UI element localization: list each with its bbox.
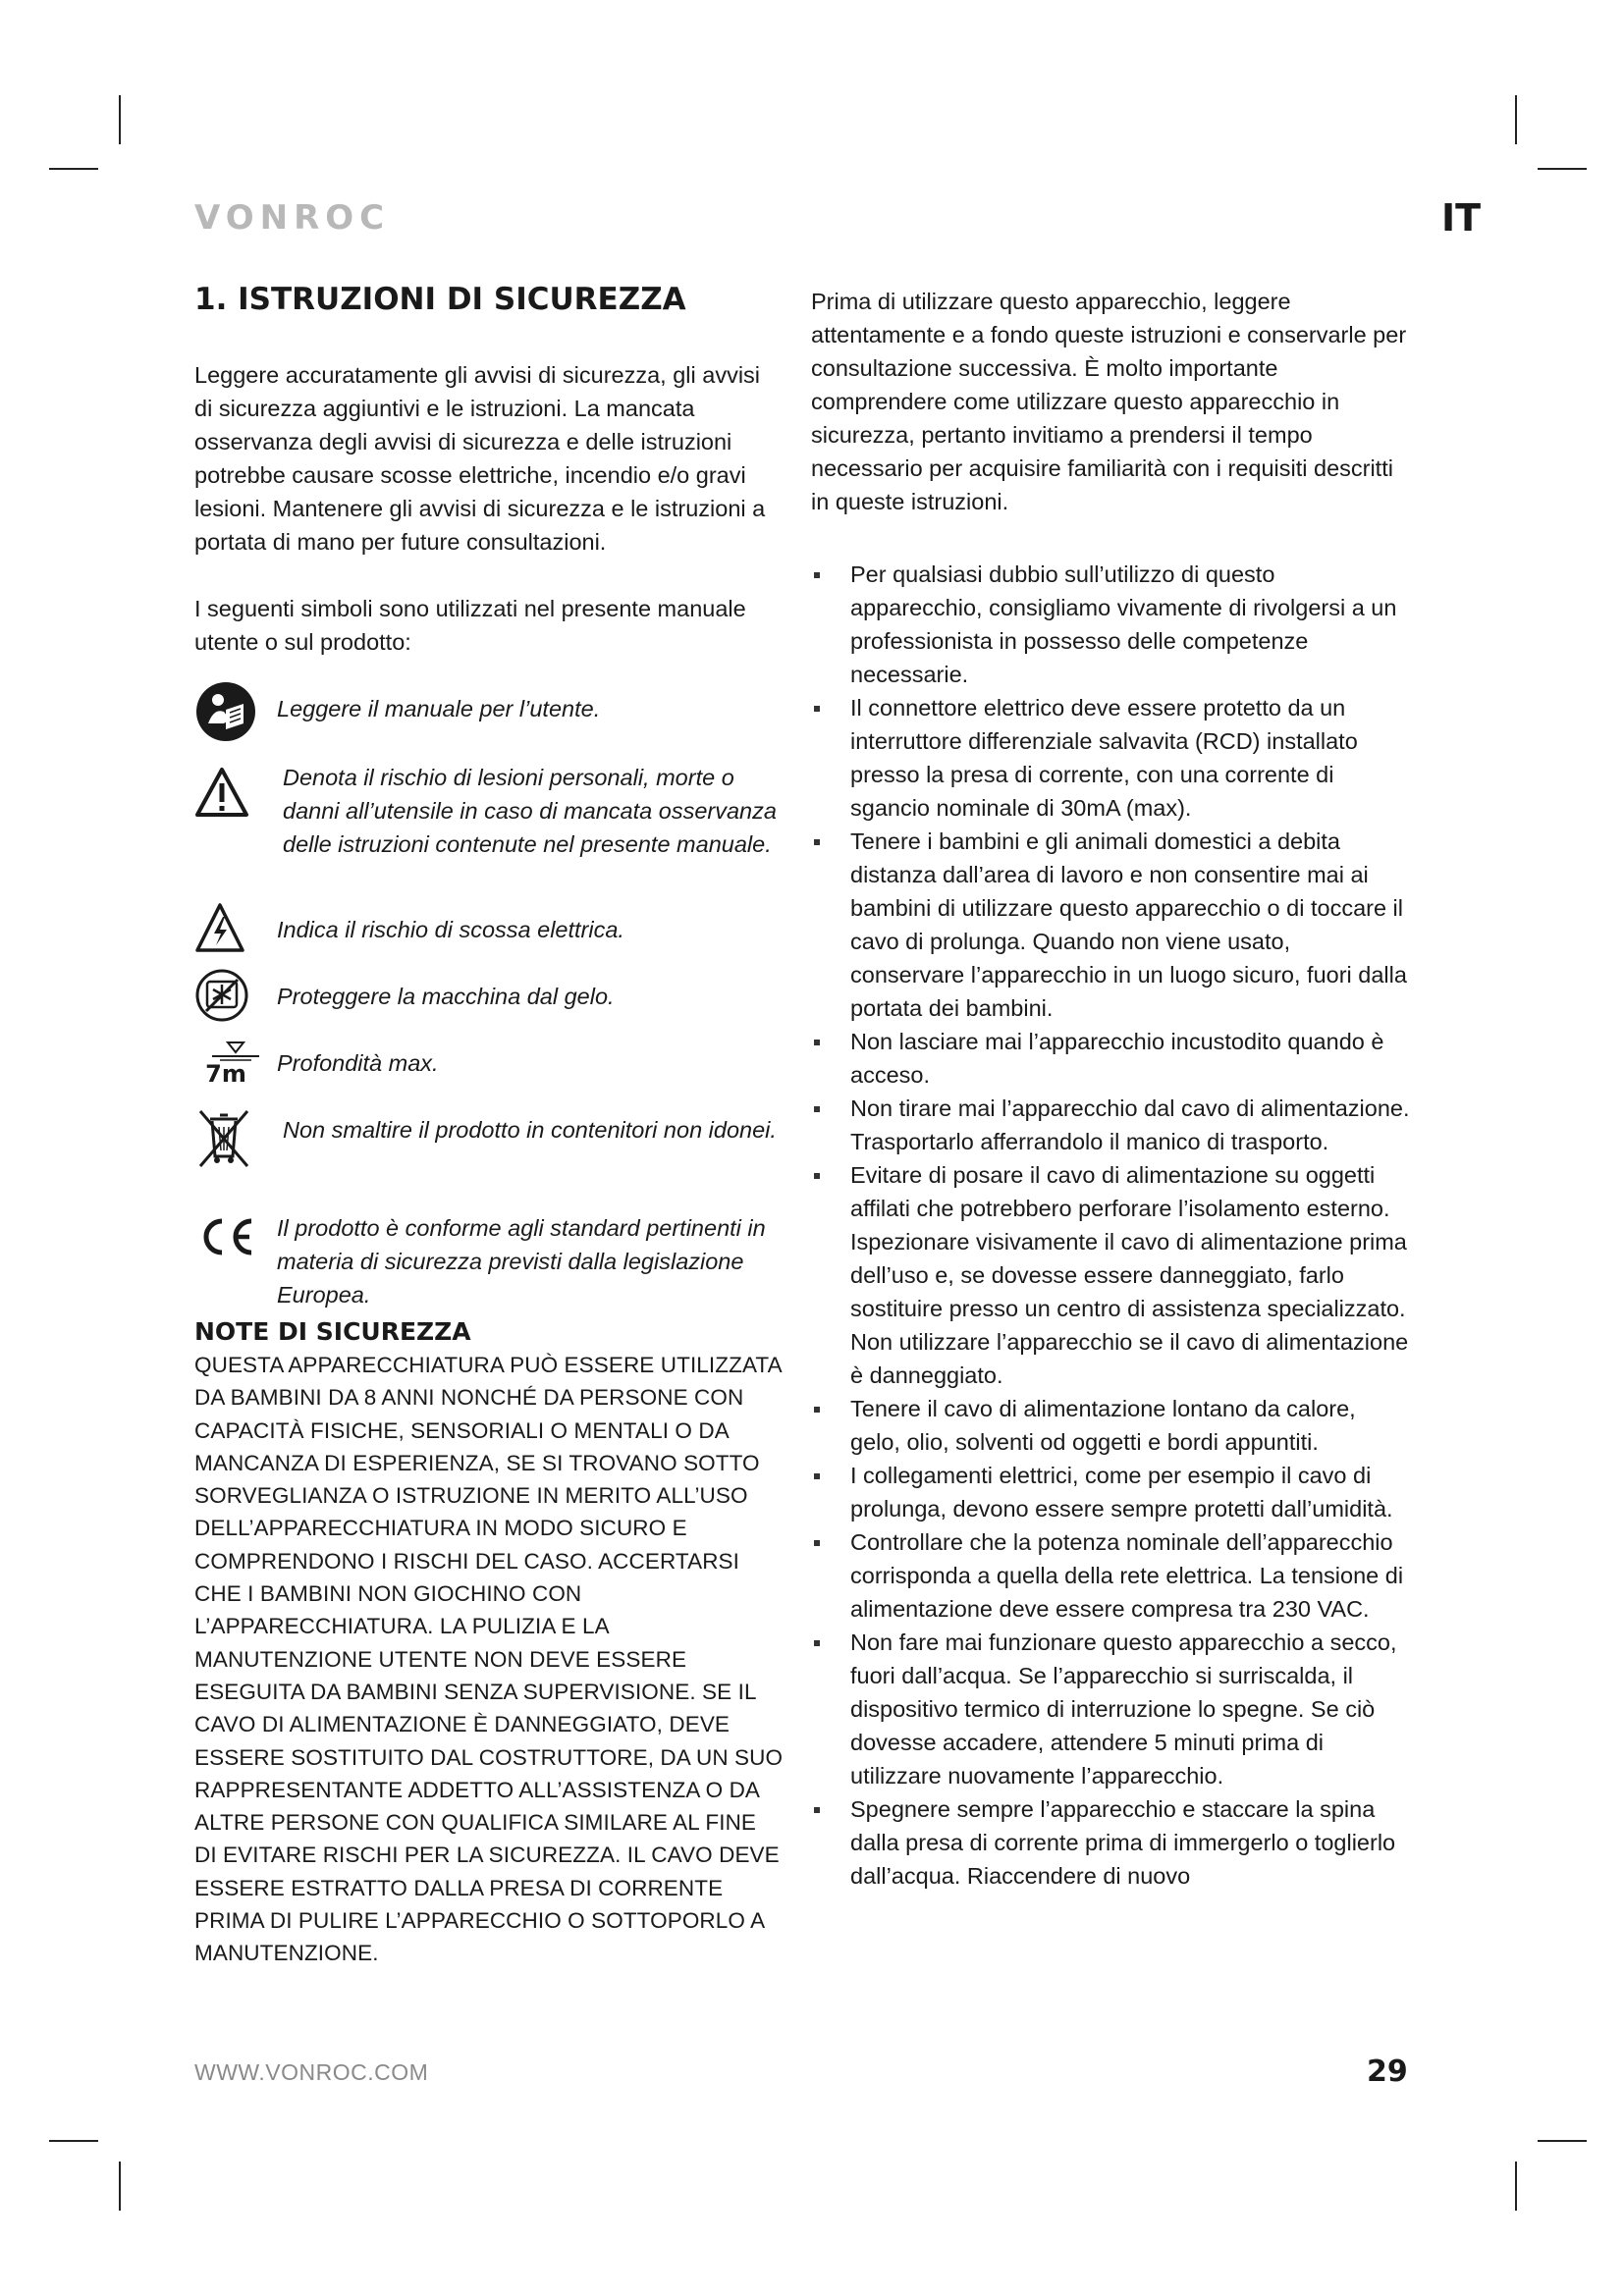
crop-mark xyxy=(1515,2162,1517,2211)
crop-mark xyxy=(119,2162,121,2211)
list-item: Non tirare mai l’apparecchio dal cavo di alimentazione. Trasportarlo afferrandolo il manico di trasporto. xyxy=(811,1092,1410,1158)
safety-bullet-list xyxy=(811,558,1410,1893)
warning-icon xyxy=(194,749,277,833)
symbol-description: Il prodotto è conforme agli standard pertinenti in materia di sicurezza previsti dalla legislazione Europea. xyxy=(277,1215,766,1308)
symbol-row xyxy=(194,680,784,747)
max-depth-icon xyxy=(194,1035,277,1101)
symbol-row xyxy=(194,749,784,901)
electric-hazard-icon xyxy=(194,901,277,968)
symbol-row xyxy=(194,1200,784,1315)
notes-title: NOTE DI SICUREZZA xyxy=(194,1317,471,1346)
symbol-row xyxy=(194,1035,784,1101)
list-item: Controllare che la potenza nominale dell’apparecchio corrisponda a quella della rete elettrica. La tensione di alimentazione deve essere compresa tra 230 VAC. xyxy=(811,1525,1410,1626)
list-item: Evitare di posare il cavo di alimentazione su oggetti affilati che potrebbero perforare l’isolamento esterno. Ispezionare visivamente il cavo di alimentazione prima dell’uso e, se dovesse essere danneggiato, farlo sostituire presso un centro di assistenza specializzato. Non utilizzare l’apparecchio se il cavo di alimentazione è danneggiato. xyxy=(811,1158,1410,1392)
list-item: I collegamenti elettrici, come per esempio il cavo di prolunga, devono essere sempre protetti dall’umidità. xyxy=(811,1459,1410,1525)
symbol-list xyxy=(194,680,784,1315)
crossed-bin-icon xyxy=(194,1101,277,1174)
manual-icon xyxy=(194,680,277,747)
crop-mark xyxy=(1538,168,1587,170)
crop-mark xyxy=(119,95,121,144)
symbol-row xyxy=(194,1101,784,1200)
frost-protection-icon xyxy=(194,968,277,1035)
list-item: Tenere il cavo di alimentazione lontano da calore, gelo, olio, solventi od oggetti e bordi appuntiti. xyxy=(811,1392,1410,1459)
section-title: 1. ISTRUZIONI DI SICUREZZA xyxy=(194,282,686,317)
symbol-description: Profondità max. xyxy=(277,1050,439,1076)
crop-mark xyxy=(49,2140,98,2142)
symbols-intro: I seguenti simboli sono utilizzati nel presente manuale utente o sul prodotto: xyxy=(194,596,746,655)
brand-logo: VONROC xyxy=(194,198,391,238)
footer-url: WWW.VONROC.COM xyxy=(194,2059,429,2085)
list-item: Per qualsiasi dubbio sull’utilizzo di questo apparecchio, consigliamo vivamente di rivolgersi a un professionista in possesso delle competenze necessarie. xyxy=(811,558,1410,691)
page-number: 29 xyxy=(1367,2055,1408,2089)
list-item: Non lasciare mai l’apparecchio incustodito quando è acceso. xyxy=(811,1025,1410,1092)
language-code: IT xyxy=(1441,196,1482,240)
symbol-row xyxy=(194,901,784,968)
symbol-description: Non smaltire il prodotto in contenitori non idonei. xyxy=(283,1117,777,1143)
crop-mark xyxy=(1538,2140,1587,2142)
symbol-description: Denota il rischio di lesioni personali, morte o danni all’utensile in caso di mancata osservanza delle istruzioni contenute nel presente manuale. xyxy=(283,765,777,857)
list-item: Spegnere sempre l’apparecchio e staccare la spina dalla presa di corrente prima di immergerlo o toglierlo dall’acqua. Riaccendere di nuovo xyxy=(811,1792,1410,1893)
symbol-row xyxy=(194,968,784,1035)
crop-mark xyxy=(49,168,98,170)
depth-label: 7m xyxy=(205,1060,246,1088)
crop-mark xyxy=(1515,95,1517,144)
list-item: Il connettore elettrico deve essere protetto da un interruttore differenziale salvavita (RCD) installato presso la presa di corrente, con una corrente di sgancio nominale di 30mA (max). xyxy=(811,691,1410,825)
notes-text: QUESTA APPARECCHIATURA PUÒ ESSERE UTILIZZATA DA BAMBINI DA 8 ANNI NONCHÉ DA PERSONE CON CAPACITÀ FISICHE, SENSORIALI O MENTALI O DA MANCANZA DI ESPERIENZA, SE SI TROVANO SOTTO SORVEGLIANZA O ISTRUZIONE IN MERITO ALL’USO DELL’APPARECCHIATURA IN MODO SICURO E COMPRENDONO I RISCHI DEL CASO. ACCERTARSI CHE I BAMBINI NON GIOCHINO CON L’APPARECCHIATURA. LA PULIZIA E LA MANUTENZIONE UTENTE NON DEVE ESSERE ESEGUITA DA BAMBINI SENZA SUPERVISIONE. SE IL CAVO DI ALIMENTAZIONE È DANNEGGIATO, DEVE ESSERE SOSTITUITO DAL COSTRUTTORE, DA UN SUO RAPPRESENTANTE ADDETTO ALL’ASSISTENZA O DA ALTRE PERSONE CON QUALIFICA SIMILARE AL FINE DI EVITARE RISCHI PER LA SICUREZZA. IL CAVO DEVE ESSERE ESTRATTO DALLA PRESA DI CORRENTE PRIMA DI PULIRE L’APPARECCHIO O SOTTOPORLO A MANUTENZIONE. xyxy=(194,1353,784,1966)
list-item: Tenere i bambini e gli animali domestici a debita distanza dall’area di lavoro e non consentire mai ai bambini di utilizzare questo apparecchio o di toccare il cavo di prolunga. Quando non viene usato, conservare l’apparecchio in un luogo sicuro, fuori dalla portata dei bambini. xyxy=(811,825,1410,1025)
symbol-description: Indica il rischio di scossa elettrica. xyxy=(277,917,624,942)
left-column xyxy=(194,280,784,1970)
intro-paragraph: Leggere accuratamente gli avvisi di sicurezza, gli avvisi di sicurezza aggiuntivi e le istruzioni. La mancata osservanza degli avvisi di sicurezza e delle istruzioni potrebbe causare scosse elettriche, incendio e/o gravi lesioni. Mantenere gli avvisi di sicurezza e le istruzioni a portata di mano per future consultazioni. xyxy=(194,362,766,555)
list-item: Non fare mai funzionare questo apparecchio a secco, fuori dall’acqua. Se l’apparecchio si surriscalda, il dispositivo termico di interruzione lo spegne. Se ciò dovesse accadere, attendere 5 minuti prima di utilizzare nuovamente l’apparecchio. xyxy=(811,1626,1410,1792)
symbol-description: Leggere il manuale per l’utente. xyxy=(277,696,601,721)
symbol-description: Proteggere la macchina dal gelo. xyxy=(277,984,615,1009)
right-column xyxy=(811,285,1410,1893)
intro-paragraph-right: Prima di utilizzare questo apparecchio, leggere attentamente e a fondo queste istruzioni e conservarle per consultazione successiva. È molto importante comprendere come utilizzare questo apparecchio in sicurezza, pertanto invitiamo a prendersi il tempo necessario per acquisire familiarità con i requisiti descritti in queste istruzioni. xyxy=(811,289,1407,514)
ce-mark-icon xyxy=(194,1200,277,1282)
